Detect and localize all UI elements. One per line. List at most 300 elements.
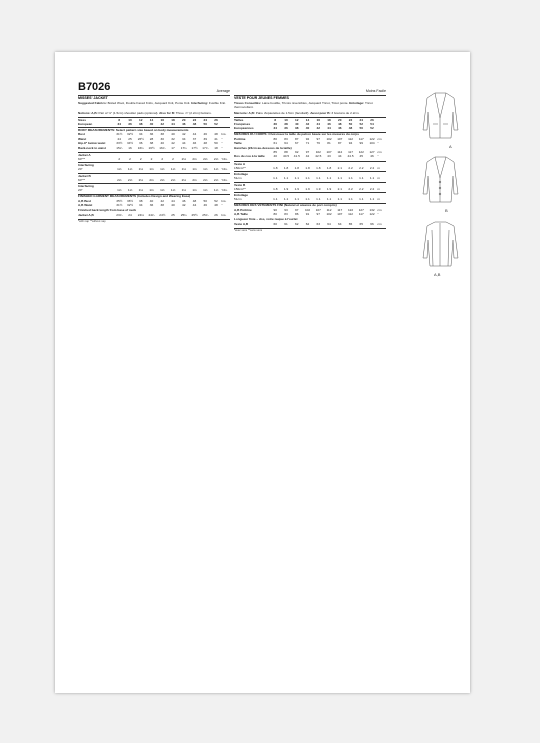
- body-row-value: 117: [348, 149, 353, 154]
- body-row-value: 24: [117, 136, 121, 141]
- finished-row-value: 97: [295, 207, 299, 212]
- finished-row-value: 38: [160, 203, 164, 208]
- size-row-label: Tailles: [234, 117, 244, 122]
- yardage-value: 2⅛: [203, 177, 208, 182]
- yardage-value: 1.1: [305, 197, 310, 202]
- yardage-value: 1⅛: [213, 167, 219, 172]
- yardage-value: 1⅛: [192, 188, 197, 193]
- body-row-value: 34: [182, 136, 186, 141]
- finished-row-value: 31½: [116, 203, 123, 208]
- finished-row-value: 112: [348, 212, 353, 217]
- jacket-a-illustration: [423, 93, 458, 138]
- yardage-value: 1⅛: [117, 167, 122, 172]
- garment-title: VESTE POUR JEUNES FEMMES: [234, 96, 289, 100]
- yardage-value: 1.8: [283, 165, 289, 170]
- yardage-value: 2: [161, 156, 164, 161]
- body-row-value: 37: [192, 136, 197, 141]
- yardage-row: [234, 187, 386, 191]
- body-row-value: 16: [128, 145, 132, 150]
- yardage-table: [234, 187, 386, 191]
- yardage-width: 150cm**: [234, 186, 246, 191]
- yardage-value: 2.2: [348, 186, 353, 191]
- yardage-unit: Yds.: [221, 188, 228, 193]
- finished-row-value: 90: [273, 207, 277, 212]
- back-length-row-value: 26: [214, 212, 218, 217]
- fabrics-label: Suggested Fabrics:: [78, 101, 107, 105]
- yardage-unit: m: [377, 176, 380, 181]
- body-row-value: 112: [337, 149, 343, 154]
- yardage-value: 1.1: [305, 176, 310, 181]
- size-row-value: 44: [316, 121, 320, 126]
- yardage-value: 1⅛: [149, 167, 154, 172]
- body-row-label: Hanches (23cm au-dessous de la taille): [234, 145, 292, 150]
- size-row-value: 38: [139, 121, 143, 126]
- yardage-value: 2.2: [348, 165, 353, 170]
- yardage-value: 1.1: [337, 176, 342, 181]
- size-row-label: European: [78, 121, 93, 126]
- yardage-value: 2⅛: [203, 156, 208, 161]
- yardage-view: Entoilage: [234, 193, 248, 197]
- size-row-value: 50: [203, 121, 207, 126]
- yardage-value: 1⅛: [138, 167, 143, 172]
- yardage-value: 1.8: [316, 165, 321, 170]
- body-row-value: 17: [171, 145, 175, 150]
- finished-measurements-table: [78, 199, 230, 208]
- yardage-value: 1.1: [273, 197, 278, 202]
- yardage-value: 1.8: [326, 165, 332, 170]
- difficulty-level: Moins Facile: [365, 89, 386, 93]
- yardage-value: 1⅛: [192, 167, 197, 172]
- yardage-view: Veste A: [234, 161, 246, 166]
- body-row-value: 40: [160, 141, 164, 146]
- yardage-view: Interfacing: [78, 184, 94, 189]
- body-row-value: 43: [327, 154, 331, 159]
- finished-measurements-table: [234, 208, 386, 217]
- jacket-b-illustration: [423, 157, 458, 202]
- size-row-value: 24: [359, 117, 363, 122]
- yardage-value: 1.8: [305, 165, 310, 170]
- body-row-label: Dos du cou à la taille: [234, 154, 265, 159]
- body-row-value: 40: [273, 154, 277, 159]
- view-label-b: B: [445, 208, 448, 213]
- fabrics-text: [234, 101, 386, 109]
- yardage-value: 1⅛: [127, 167, 133, 172]
- back-length-row-value: 62: [305, 221, 310, 226]
- body-row-value: 112: [348, 136, 353, 141]
- size-row: [234, 126, 386, 130]
- finished-row-value: 117: [358, 212, 364, 217]
- yardage-unit: m: [377, 165, 380, 170]
- yardage-width: 20": [78, 167, 83, 172]
- yardage-value: 2⅛: [192, 177, 197, 182]
- body-row-value: 48: [214, 132, 218, 137]
- body-row-value: 17½: [191, 145, 198, 150]
- finished-row-value: 122: [369, 212, 375, 217]
- yardage-value: 2.2: [369, 186, 375, 191]
- size-row-value: 44: [327, 126, 331, 131]
- yardage-width: 60"**: [78, 156, 85, 161]
- finished-row-value: 52: [214, 198, 218, 203]
- body-row-label: Hip-9" below waist: [78, 141, 106, 146]
- finished-row-value: 132: [369, 207, 375, 212]
- body-row-value: 44: [192, 132, 197, 137]
- back-length-row-value: 25¾: [202, 212, 209, 217]
- back-length-row-value: 24½: [159, 212, 166, 217]
- size-row-value: 26: [370, 117, 374, 122]
- body-row-value: 39: [203, 136, 207, 141]
- body-row-value: 107: [337, 136, 343, 141]
- size-row-value: 38: [295, 126, 299, 131]
- body-row-value: 30: [160, 136, 164, 141]
- yardage-width: 51cm: [234, 176, 242, 181]
- size-row-value: 42: [316, 126, 320, 131]
- body-row-unit: cm: [377, 136, 382, 141]
- yardage-value: 2: [139, 156, 142, 161]
- yardage-unit: m: [377, 186, 380, 191]
- yardage-value: 2.2: [369, 165, 375, 170]
- body-row-value: 33½: [116, 141, 123, 146]
- body-row-value: 50: [214, 141, 218, 146]
- body-row-value: 104: [369, 141, 375, 146]
- interfacing-value: Fusible Knit.: [208, 101, 226, 105]
- body-row-value: 88: [284, 149, 288, 154]
- back-length-row-value: 61: [284, 221, 288, 226]
- body-row-value: 97: [316, 136, 320, 141]
- finished-row-value: 91: [305, 212, 310, 217]
- size-row-value: 26: [214, 117, 218, 122]
- back-length-heading: Finished back length from base of neck: [78, 208, 137, 213]
- size-row-value: 22: [348, 117, 353, 122]
- body-row-value: 92: [305, 136, 310, 141]
- body-row-value: 32½: [127, 132, 134, 137]
- yardage-value: 1.9: [316, 186, 321, 191]
- size-row-value: 20: [182, 117, 186, 122]
- size-row-value: 44: [171, 121, 175, 126]
- back-length-row-value: 24¼: [148, 212, 155, 217]
- body-row-unit: ": [221, 136, 223, 141]
- back-length-row-value: 62: [295, 221, 299, 226]
- pattern-envelope-back: [55, 52, 470, 693]
- body-row-label: Taille: [234, 141, 242, 146]
- yardage-view: Jacket B: [78, 173, 91, 178]
- body-row-value: 44: [338, 154, 342, 159]
- yardage-value: 2.1: [337, 186, 342, 191]
- yardage-value: 2⅛: [192, 156, 197, 161]
- body-row-value: 34½: [127, 141, 134, 146]
- size-row-value: 40: [149, 121, 154, 126]
- size-row-label: Françaises: [234, 121, 251, 126]
- body-row-unit: Ins.: [221, 132, 227, 137]
- yardage-value: 1.1: [316, 197, 321, 202]
- yardage-value: 1⅛: [181, 167, 186, 172]
- body-row-value: 102: [315, 149, 321, 154]
- back-length-row: [78, 213, 230, 217]
- back-length-row-value: 64: [327, 221, 331, 226]
- size-row-value: 52: [359, 121, 363, 126]
- body-row-value: 46: [370, 154, 374, 159]
- size-row-value: 48: [192, 121, 197, 126]
- yardage-table: [234, 166, 386, 170]
- pattern-chart: [78, 82, 438, 332]
- back-length-heading: Longueur finie – dos, votre nuque à l'ourlet: [234, 217, 298, 221]
- yardage-view: Jacket A: [78, 152, 91, 157]
- finished-row-value: 117: [337, 207, 343, 212]
- yardage-value: 2⅛: [160, 177, 165, 182]
- yardage-value: 2⅛: [127, 177, 133, 182]
- size-row-label: Européennes: [234, 126, 254, 131]
- finished-row: [234, 212, 386, 216]
- body-row-value: 71: [305, 141, 310, 146]
- divider: [234, 182, 386, 183]
- size-table: [78, 118, 230, 127]
- yardage-value: 1.1: [359, 197, 364, 202]
- yardage-value: 1.1: [369, 197, 375, 202]
- body-row-value: 127: [369, 149, 375, 154]
- body-row-value: 122: [358, 149, 364, 154]
- finished-row-value: 35½: [116, 198, 123, 203]
- yardage-table: [78, 178, 230, 182]
- size-row-value: 48: [338, 121, 342, 126]
- back-length-row-value: 60: [273, 221, 277, 226]
- interfacing-label: Entoilage:: [349, 101, 365, 105]
- body-row-value: 44.5: [347, 154, 354, 159]
- yardage-value: 2⅛: [213, 156, 219, 161]
- size-row-value: 52: [370, 126, 374, 131]
- difficulty-level: Average: [216, 89, 230, 93]
- yardage-value: 1.9: [294, 186, 299, 191]
- body-row-unit: ": [221, 141, 223, 146]
- body-row-value: 67: [295, 141, 299, 146]
- finished-row-value: 107: [315, 207, 321, 212]
- size-row-value: 34: [117, 121, 121, 126]
- yardage-value: 2⅛: [213, 177, 219, 182]
- finished-row-value: 46: [182, 198, 186, 203]
- notions-value: Paire d'épaulettes de 1.5cm (facultatif).: [255, 111, 310, 115]
- yardage-value: 1.1: [294, 176, 299, 181]
- yardage-value: 1⅛: [213, 188, 219, 193]
- back-length-row-value: 24: [128, 212, 132, 217]
- yardage-value: 2⅛: [181, 177, 186, 182]
- yardage-value: 1⅛: [170, 167, 176, 172]
- size-row-value: 14: [149, 117, 154, 122]
- divider: [78, 183, 230, 184]
- body-row-value: 25: [128, 136, 132, 141]
- yardage-value: 2.1: [337, 165, 342, 170]
- finished-row-unit: cm: [377, 207, 382, 212]
- finished-row-unit: Ins.: [221, 198, 227, 203]
- body-row-value: 42: [305, 154, 310, 159]
- back-length-row-value: 63: [316, 221, 320, 226]
- size-row-value: 42: [305, 121, 310, 126]
- body-row-label: Back-neck to waist: [78, 145, 106, 150]
- body-row-unit: ": [377, 141, 379, 146]
- yardage-value: 1.9: [283, 186, 289, 191]
- back-length-row-value: 24⅛: [137, 212, 144, 217]
- yardage-value: 1.8: [273, 186, 278, 191]
- finished-row-value: 127: [358, 207, 364, 212]
- divider: [78, 152, 230, 153]
- finished-row-value: 44: [192, 203, 197, 208]
- body-row-value: 85: [273, 149, 277, 154]
- size-row-value: 40: [295, 121, 299, 126]
- finished-row-value: 112: [326, 207, 332, 212]
- body-row-value: 87: [295, 136, 299, 141]
- fabrics-value: Boiled Wool, Double Faced Knits, Jacquard Knit, Ponte Knit.: [107, 101, 191, 105]
- yardage-row: [234, 197, 386, 201]
- garment-title: MISSES' JACKET: [78, 96, 108, 100]
- body-row-value: 87: [338, 141, 342, 146]
- body-row-value: 41.5: [293, 154, 300, 159]
- finished-row-value: 32½: [127, 203, 134, 208]
- body-row-value: 61: [273, 141, 277, 146]
- jacket-back-illustration: [423, 222, 458, 266]
- body-row-value: 32: [171, 136, 175, 141]
- yardage-unit: Yds.: [221, 177, 228, 182]
- size-row-value: 38: [284, 121, 288, 126]
- back-length-row-value: 66: [370, 221, 374, 226]
- finished-row-label: A,B Taille: [234, 212, 248, 217]
- yardage-value: 1.9: [326, 186, 332, 191]
- size-row-value: 10: [128, 117, 132, 122]
- yardage-width: 51cm: [234, 197, 242, 202]
- body-row: [78, 146, 230, 150]
- fabrics-value: Laine bouillie, Tricots réversibles, Jacquard Tricot, Tricot ponte.: [262, 101, 349, 105]
- finished-row-label: A,B Bust: [78, 198, 92, 203]
- yardage-value: 1.1: [283, 176, 289, 181]
- yardage-value: 1⅛: [127, 188, 133, 193]
- size-row-value: 24: [203, 117, 207, 122]
- size-row-value: 36: [284, 126, 288, 131]
- size-row-value: 46: [182, 121, 186, 126]
- yardage-value: 1.1: [273, 176, 278, 181]
- yardage-value: 1.1: [359, 176, 364, 181]
- yardage-value: 1.9: [305, 186, 310, 191]
- body-row-value: 42: [182, 132, 186, 137]
- size-row-value: 50: [348, 121, 353, 126]
- size-row-value: 54: [370, 121, 374, 126]
- yardage-value: 2.2: [359, 165, 364, 170]
- back-length-row-label: Veste A,B: [234, 221, 249, 226]
- finished-measurements-heading: MESURES DES VÊTEMENTS FINI (Naturel et aisance de port compris): [234, 203, 337, 208]
- yardage-table: [78, 167, 230, 171]
- yardage-view: Entoilage: [234, 172, 248, 176]
- size-row-value: 50: [359, 126, 363, 131]
- body-row-label: Poitrine: [234, 136, 246, 141]
- yardage-value: 1⅛: [203, 167, 208, 172]
- body-row-value: 44: [182, 141, 186, 146]
- back-length-table: [234, 222, 386, 226]
- body-row-value: 17¾: [202, 145, 209, 150]
- body-row-value: 102: [326, 136, 332, 141]
- finished-row-unit: ": [221, 203, 223, 208]
- size-row-value: 46: [338, 126, 342, 131]
- body-row-value: 81: [327, 141, 331, 146]
- finished-row-value: 107: [337, 212, 343, 217]
- size-row-value: 8: [274, 117, 277, 122]
- finished-row-value: 36½: [127, 198, 134, 203]
- view-label-a-b: A,B: [434, 272, 441, 277]
- yardage-width: 60"**: [78, 177, 85, 182]
- back-length-table: [78, 213, 230, 217]
- finished-row-value: 36: [149, 203, 154, 208]
- yardage-value: 1⅛: [160, 167, 165, 172]
- back-length-row-label: Jacket A,B: [78, 212, 94, 217]
- body-row-value: 92: [295, 149, 299, 154]
- fabrics-text: [78, 101, 230, 105]
- size-row-value: 36: [128, 121, 132, 126]
- body-row-value: 42.5: [315, 154, 322, 159]
- body-row-unit: ": [221, 145, 223, 150]
- yardage-value: 1.1: [316, 176, 321, 181]
- body-row-value: 41: [214, 136, 218, 141]
- size-row-value: 48: [348, 126, 353, 131]
- yardage-row: [78, 157, 230, 161]
- size-row-value: 40: [305, 126, 310, 131]
- finished-row-value: 97: [316, 212, 320, 217]
- yardage-value: 1.1: [326, 176, 332, 181]
- yardage-value: 1⅛: [170, 188, 176, 193]
- size-row-value: 34: [273, 126, 277, 131]
- finished-row-value: 46: [203, 203, 207, 208]
- body-row-value: 31½: [116, 132, 123, 137]
- yardage-row: [78, 167, 230, 171]
- finished-row-label: A,B Poitrine: [234, 207, 252, 212]
- notions-b-label: Aussi pour B:: [310, 111, 331, 115]
- yardage-value: 2: [172, 156, 174, 161]
- interfacing-label: Interfacing:: [191, 101, 208, 105]
- back-length-row-value: 25: [171, 212, 175, 217]
- size-table: [234, 118, 386, 131]
- yardage-value: 2: [129, 156, 131, 161]
- notions-value: Pair of ⅝" (1.5cm) shoulder pads (optional).: [98, 111, 159, 115]
- yardage-unit: Yds.: [221, 156, 228, 161]
- yardage-value: 1⅛: [117, 188, 122, 193]
- finished-row-value: 50: [203, 198, 207, 203]
- yardage-table: [234, 197, 386, 201]
- back-length-row-value: 65: [359, 221, 363, 226]
- finished-row-value: 93: [284, 207, 288, 212]
- interfacing-value: Tricot thermocollant.: [234, 101, 373, 110]
- body-row-value: 99: [359, 141, 363, 146]
- body-row-value: 40.5: [283, 154, 290, 159]
- size-row-unit: [221, 122, 230, 126]
- yardage-row: [234, 166, 386, 170]
- yardage-row: [78, 178, 230, 182]
- finished-measurements-heading: FINISHED GARMENT MEASUREMENTS (Includes Design and Wearing Ease): [78, 194, 191, 199]
- body-row-unit: cm: [377, 149, 382, 154]
- notions-b-value: Three ⅞" (2.2cm) buttons.: [175, 111, 212, 115]
- view-illustrations: [418, 90, 463, 280]
- body-row-value: 107: [326, 149, 332, 154]
- yardage-value: 1.1: [283, 197, 289, 202]
- body-row-value: 94: [348, 141, 353, 146]
- body-row-value: 48: [203, 141, 207, 146]
- size-row-value: 52: [214, 121, 218, 126]
- divider: [234, 171, 386, 172]
- body-row-value: 17¼: [180, 145, 187, 150]
- finished-row-value: 40: [171, 203, 175, 208]
- yardage-width: 150cm**: [234, 165, 246, 170]
- yardage-unit: m: [377, 197, 380, 202]
- body-measurements-heading: MESURES DU CORPS: Choisissez la taille du patron basée sur les mesures du corps: [234, 132, 359, 137]
- finished-row: [78, 203, 230, 207]
- body-row-value: 42: [171, 141, 175, 146]
- yardage-value: 1⅛: [160, 188, 165, 193]
- finished-row-unit: ": [377, 212, 379, 217]
- size-row-value: 22: [192, 117, 197, 122]
- size-row-value: 10: [284, 117, 288, 122]
- yardage-value: 2⅛: [149, 177, 154, 182]
